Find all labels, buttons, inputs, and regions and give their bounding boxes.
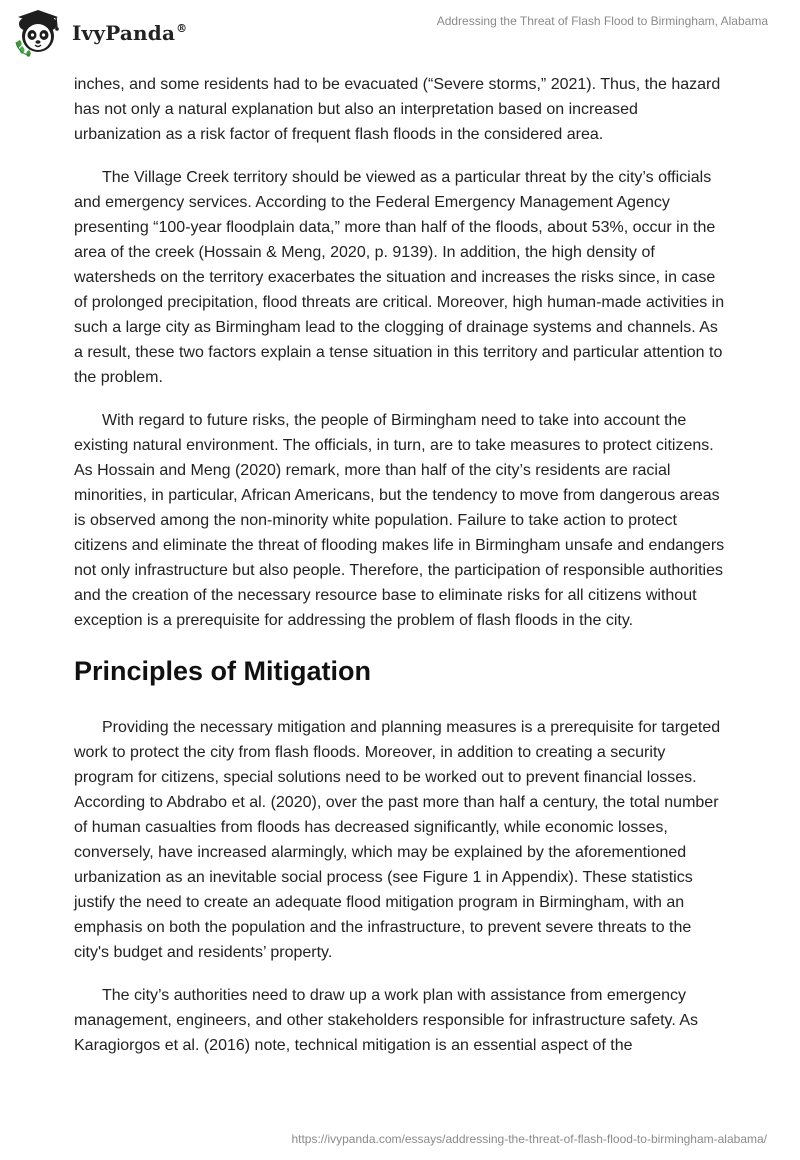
registered-mark: ® (176, 22, 188, 36)
paragraph-2: The Village Creek territory should be viewed as a particular threat by the city’s officials and emergency services. According to the Federal Emergency Management Agency presenting “100-year floodplain data,” more than half of the floods, about 53%, occur in the area of the creek (Hossain & Meng, 2020, p. 9139). In addition, the high density of watersheds on the territory exacerbates the situation and increases the risks since, in case of prolonged precipitation, flood threats are critical. Moreover, high human-made activities in such a large city as Birmingham lead to the clogging of drainage systems and channels. As a result, these two factors explain a tense situation in this territory and particular attention to the problem. (74, 169, 725, 386)
paragraph-3: With regard to future risks, the people of Birmingham need to take into account the existing natural environment. The officials, in turn, are to take measures to protect citizens. As Hossain and Meng (2020) remark, more than half of the city’s residents are racial minorities, in particular, African Americans, but the tendency to move from dangerous areas is observed among the non-minority white population. Failure to take action to protect citizens and eliminate the threat of flooding makes life in Birmingham unsafe and endangers not only infrastructure but also people. Therefore, the participation of responsible authorities and the creation of the necessary resource base to eliminate risks for all citizens without exception is a prerequisite for addressing the problem of flash floods in the city. (74, 412, 725, 629)
document-title: Addressing the Threat of Flash Flood to Birmingham, Alabama (436, 14, 768, 28)
ivypanda-logo[interactable] (14, 8, 187, 58)
essay-content (74, 72, 729, 1076)
logo-text: IvyPanda® (72, 21, 188, 45)
paragraph-5: The city’s authorities need to draw up a work plan with assistance from emergency management, engineers, and other stakeholders responsible for infrastructure safety. As Karagiorgos et al. (2016) note, technical mitigation is an essential aspect of the (74, 987, 699, 1054)
source-url[interactable]: https://ivypanda.com/essays/addressing-the-threat-of-flash-flood-to-birmingham-alabama/ (291, 1132, 767, 1146)
panda-graduate-icon (14, 8, 66, 58)
page-header (0, 0, 800, 66)
paragraph-4: Providing the necessary mitigation and planning measures is a prerequisite for targeted work to protect the city from flash floods. Moreover, in addition to creating a security program for citizens, special solutions need to be worked out to prevent financial losses. According to Abdrabo et al. (2020), over the past more than half a century, the total number of human casualties from floods has decreased significantly, while economic losses, conversely, have increased alarmingly, which may be explained by the aforementioned urbanization as an inevitable social process (see Figure 1 in Appendix). These statistics justify the need to create an adequate flood mitigation program in Birmingham, with an emphasis on both the population and the infrastructure, to prevent severe threats to the city's budget and residents’ property. (74, 719, 721, 961)
section-heading: Principles of Mitigation (74, 656, 372, 686)
paragraph-1: inches, and some residents had to be evacuated (“Severe storms,” 2021). Thus, the hazard has not only a natural explanation but also an interpretation based on increased urbanization as a risk factor of frequent flash floods in the considered area. (74, 76, 721, 143)
